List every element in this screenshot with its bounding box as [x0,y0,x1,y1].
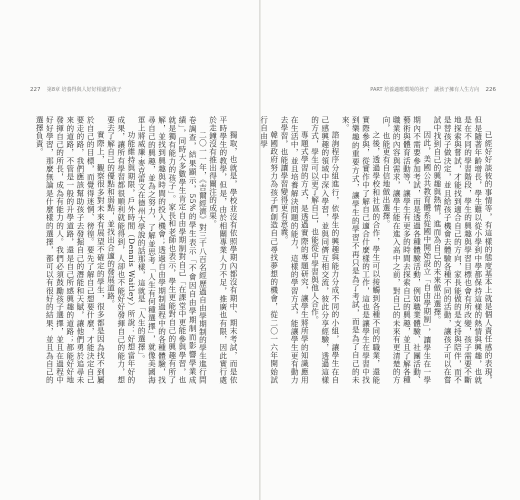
left-paragraph: 功能維持與期限，戶外時間（Dennis Waitley）所說：好想當年好的成果，讓所有學習都很順利就能得到，人卻也不能好好發揮自己的能力，想要去了解自己的優點和弱點，並找出合適的發展道路。 [106,116,136,384]
left-page [0,0,259,500]
right-paragraph: 之後，透過學校和社區的合作，學生可以接觸到各種不同的職業，還能實際參與，從實作中了解自己適合什麼樣的工作，這也是讓學生在學習中找到樂趣的重要方式，讓學生的學習不再只是為了考試，而是為了自己的未來。 [341,116,381,384]
right-paragraph: 專題式學習的方式，是透過實際的專題研究，讓學生將所學的知識應用在生活中，並且培養解決問題的能力，這樣的學習方式，能讓學生更有動力去學習，也能讓學習變得更有意義。 [279,116,310,384]
right-paragraph: 諮詢程序分組進行，依學生的興趣與能力分成不同的小組，讓學生在自己感興趣的領域中深入學習，並與同儕互相交流，彼此分享經驗，透過這樣的方式，學生可以更了解自己，也能從中學習與他人合作。 [310,116,340,384]
right-page-header [370,88,496,94]
left-paragraph: 獨取，也就是，學校並沒有依照學期內都沒有期中、期末考試，而是依平時學生的教學，但是，由於相關專業人力不足，推廣也有限，因此實行處於走鐘沒有推出得關注的成果。 [208,116,238,384]
left-page-header [30,88,122,94]
left-paragraph: 實際上，觀察很多對未來有展望不確定的學生，很多都是因為找不到屬於自己的目標，而覺得迷惘、徬徨。要先了解自己想要什麼，才能決定自己要走的路，我們應該幫助孩子去發掘自己的潛能和天賦，讓他們勇於追尋未來的道路，不管是一般的升學道路，還是自己所感興趣的道路；都能好好地發揮自己的所長，成為有能力的人。我們必須鼓勵孩子選擇，並且在過程中好好學習，那麼無論是什麼樣的選擇，都可以有很好的結果，並且為自己的選擇負責。 [35,116,106,384]
left-running-head: 第8章 培養得與人好好相處的孩子 [46,87,122,93]
right-page-body [259,116,493,384]
left-page-number: 227 [30,87,41,93]
right-paragraph: 因此，美國公共教育體系從國中開始設立「自由學期制」，讓學生在一學期內不需要參加考試，而是透過各種體驗活動，例如職業體驗、社團活動、藝術與體育活動等，讓學生有更多的時間去探索自己的興趣，並且了解各種職業的內容與需求，讓學生能在進入高中之前，對自己的未來有更清楚的方向，也能更有自信地做出選擇。 [381,116,432,384]
left-paragraph: 二〇一一年，《吉爾經濟》對三千八百名經歷過自由學期制的學生進行問卷調查，結果顯示，55%的學生表示「不會因自由學期制而影響學業成績」，同時大多數學生肯定自由學期制對自己「在課堂中更能參與學習，也就是獨有能力的孩子」。家長和老師也表示，學生更能對自己的興趣有所了解，並找到興趣與時間的投入機會；透過自由學期制過程中的各種體驗，找尋自己的興趣，並為之努力，了解並思考「人生有何種選擇」，就像美國海軍上將威廉·麥克雷文在德州大學說的話那樣，這就是「人生的選擇」。 [137,116,208,384]
right-page [261,0,520,500]
right-paragraph: 已經好好談彼的事情等，有這樣的態度基本上就是個人責任感的表現，但是隨著年齡增長，學生難以從小學到中學都保持這樣的熱情與興趣，也就是在不同的學習階段，學生的興趣與學習目標也會有所改變，孩子需要不斷地探索與嘗試，才能找到適合自己的方向，家長能做的是支持與陪伴，而不是替孩子做決定，並且給孩子機會去體驗各種不同的活動，讓孩子可以在嘗試中找到自己的興趣與熱情，進而為自己的未來做出選擇。 [432,116,493,384]
right-running-head: PART 培養適應環境的孩子 讓孩子擁有人生方向 [370,87,480,93]
right-page-number: 226 [485,87,496,93]
left-page-body [32,116,238,384]
right-paragraph: 韓國政府努力為孩子們創造自己尋找夢想的機會，從二〇一六年開始試行自由學 [259,116,279,384]
